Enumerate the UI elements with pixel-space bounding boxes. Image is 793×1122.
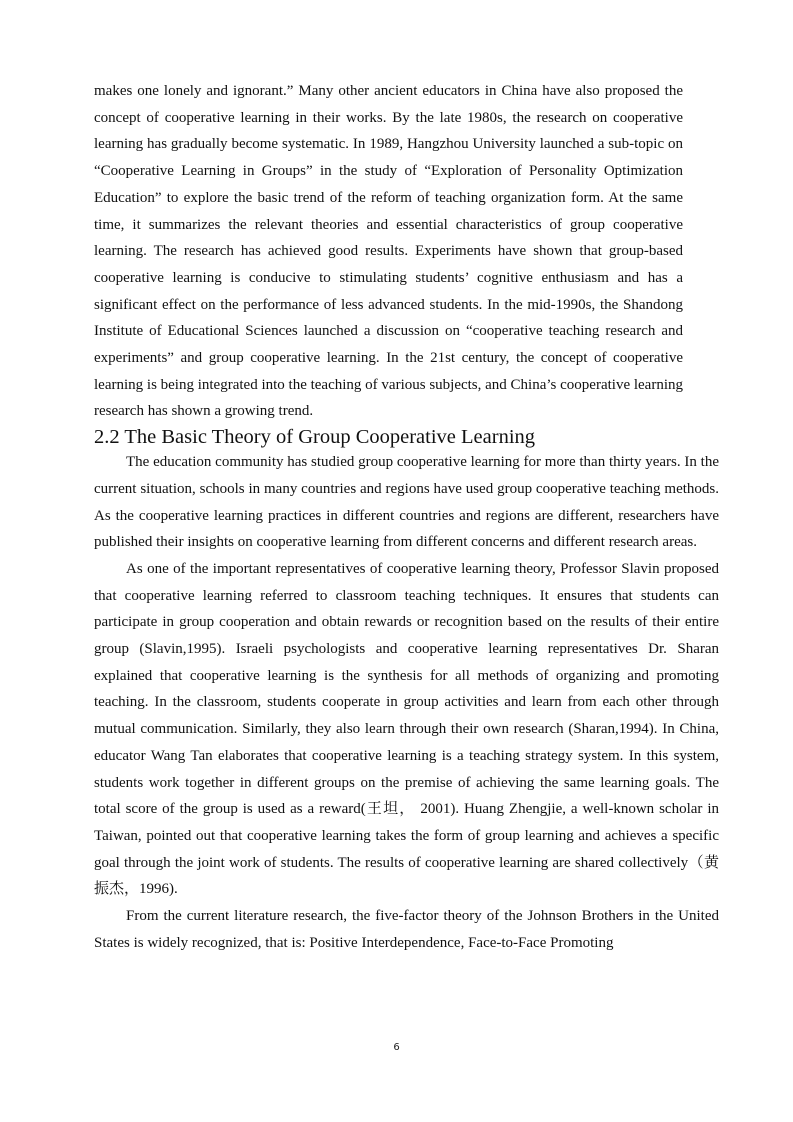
page-number: 6 xyxy=(393,1042,400,1053)
paragraph-definitions: As one of the important representatives of cooperative learning theory, Professor Slavin proposed that cooperative learning referred to classroom teaching techniques. It ensures that students can participate in group cooperation and obtain rewards or recognition based on the results of their entire group (Slavin,1995). Israeli psychologists and cooperative learning representatives Dr. Sharan explained that cooperative learning is the synthesis for all methods of organizing and promoting teaching. In the classroom, students cooperate in group activities and learn from each other through mutual communication. Similarly, they also learn through their own research (Sharan,1994). In China, educator Wang Tan elaborates that cooperative learning is a teaching strategy system. In this system, students work together in different groups on the premise of achieving the same learning goals. The total score of the group is used as a reward(王坦， 2001). Huang Zhengjie, a well-known scholar in Taiwan, pointed out that cooperative learning takes the form of group learning and achieves a specific goal through the joint work of students. The results of cooperative learning are shared collectively（黄振杰，1996). xyxy=(94,560,719,898)
section-heading: 2.2 The Basic Theory of Group Cooperative Learning xyxy=(94,426,536,449)
paragraph-five-factor: From the current literature research, the five-factor theory of the Johnson Brothers in the United States is widely recognized, that is: Positive Interdependence, Face-to-Face Promoting xyxy=(94,908,719,951)
page-body xyxy=(94,78,719,957)
paragraph-continued: makes one lonely and ignorant.” Many other ancient educators in China have also proposed the concept of cooperative learning in their works. By the late 1980s, the research on cooperative learning has gradually become systematic. In 1989, Hangzhou University launched a sub-topic on “Cooperative Learning in Groups” in the study of “Exploration of Personality Optimization Education” to explore the basic trend of the reform of teaching organization form. At the same time, it summarizes the relevant theories and essential characteristics of group cooperative learning. The research has achieved good results. Experiments have shown that group-based cooperative learning is conducive to stimulating students’ cognitive enthusiasm and has a significant effect on the performance of less advanced students. In the mid-1990s, the Shandong Institute of Educational Sciences launched a discussion on “cooperative teaching research and experiments” and group cooperative learning. In the 21st century, the concept of cooperative learning is being integrated into the teaching of various subjects, and China’s cooperative learning research has shown a growing trend. xyxy=(94,83,683,420)
paragraph-intro: The education community has studied group cooperative learning for more than thirty years. In the current situation, schools in many countries and regions have used group cooperative teaching methods. As the cooperative learning practices in different countries and regions are different, researchers have published their insights on cooperative learning from different concerns and different research areas. xyxy=(94,454,719,551)
